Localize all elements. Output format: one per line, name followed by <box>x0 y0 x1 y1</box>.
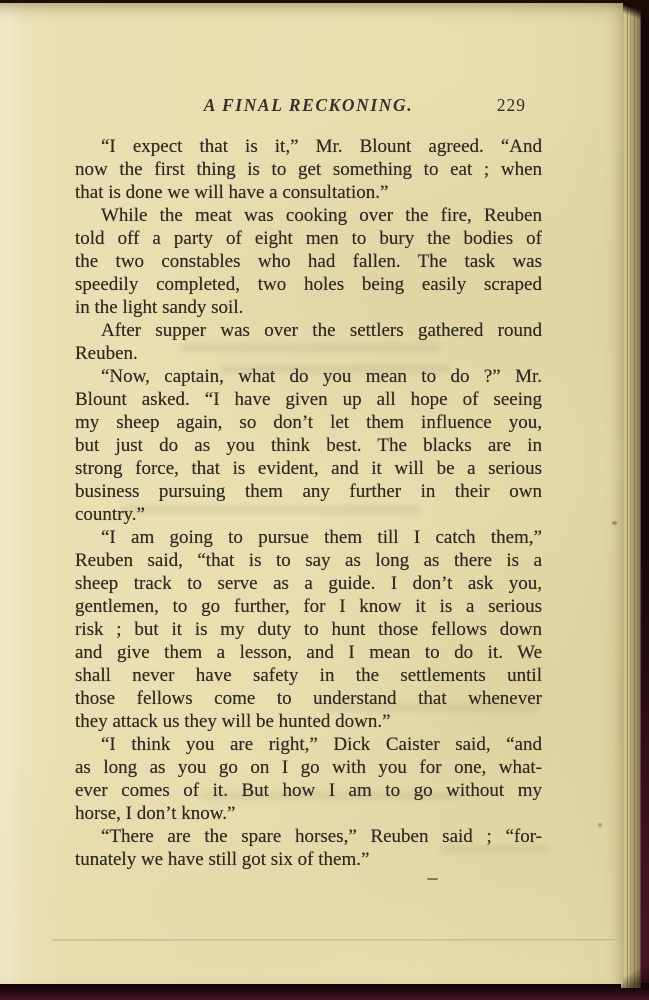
text-line: shall never have safety in the settlements until <box>75 665 542 686</box>
text-line: “I am going to pursue them till I catch them,” <box>101 527 542 548</box>
text-line: those fellows come to understand that whenever <box>75 688 542 709</box>
text-line: the two constables who had fallen. The task was <box>75 251 542 272</box>
page-surface <box>0 3 623 984</box>
text-line: my sheep again, so don’t let them influence you, <box>75 412 542 433</box>
under-page-edge-line <box>52 939 617 942</box>
text-line: “There are the spare horses,” Reuben said ; “for- <box>101 826 542 847</box>
page-edge-stack <box>621 5 641 988</box>
ink-speck <box>612 521 617 525</box>
text-line: but just do as you think best. The blacks are in <box>75 435 542 456</box>
text-line: While the meat was cooking over the fire, Reuben <box>101 205 542 226</box>
text-line: they attack us they will be hunted down.” <box>75 711 391 732</box>
text-line: business pursuing them any further in their own <box>75 481 542 502</box>
book-cover-bottom <box>0 983 649 1000</box>
stray-mark <box>427 878 438 880</box>
text-line: as long as you go on I go with you for one, what- <box>75 757 542 778</box>
text-line: After supper was over the settlers gathered round <box>101 320 542 341</box>
page-number: 229 <box>496 95 526 115</box>
text-line: ever comes of it. But how I am to go without my <box>75 780 542 801</box>
text-line: that is done we will have a consultation.” <box>75 182 389 203</box>
page-header <box>75 95 542 117</box>
paragraph <box>75 825 542 871</box>
text-line: in the light sandy soil. <box>75 297 244 318</box>
text-line: country.” <box>75 504 145 525</box>
text-line: Blount asked. “I have given up all hope of seeing <box>75 389 542 410</box>
text-line: “Now, captain, what do you mean to do ?” Mr. <box>101 366 542 387</box>
paragraph <box>75 526 542 733</box>
paragraph <box>75 135 542 204</box>
cover-corner-bottom-right <box>619 956 649 990</box>
text-line: and give them a lesson, and I mean to do it. We <box>75 642 542 663</box>
text-line: tunately we have still got six of them.” <box>75 849 370 870</box>
text-line: gentlemen, to go further, for I know it is a serious <box>75 596 542 617</box>
text-line: horse, I don’t know.” <box>75 803 236 824</box>
text-line: “I expect that is it,” Mr. Blount agreed. “And <box>101 136 542 157</box>
text-block <box>75 135 542 871</box>
text-line: “I think you are right,” Dick Caister said, “and <box>101 734 542 755</box>
book-cover-spine-edge <box>640 0 649 1000</box>
text-line: risk ; but it is my duty to hunt those fellows down <box>75 619 542 640</box>
paragraph <box>75 319 542 365</box>
text-line: sheep track to serve as a guide. I don’t ask you, <box>75 573 542 594</box>
text-line: told off a party of eight men to bury the bodies of <box>75 228 542 249</box>
text-line: Reuben. <box>75 343 138 364</box>
text-line: Reuben said, “that is to say as long as there is a <box>75 550 542 571</box>
text-line: strong force, that is evident, and it will be a serious <box>75 458 542 479</box>
paragraph <box>75 204 542 319</box>
text-line: speedily completed, two holes being easily scraped <box>75 274 542 295</box>
paragraph <box>75 733 542 825</box>
running-title: A FINAL RECKONING. <box>203 95 414 115</box>
paragraph <box>75 365 542 526</box>
ink-speck <box>598 823 602 827</box>
text-line: now the first thing is to get something to eat ; when <box>75 159 542 180</box>
